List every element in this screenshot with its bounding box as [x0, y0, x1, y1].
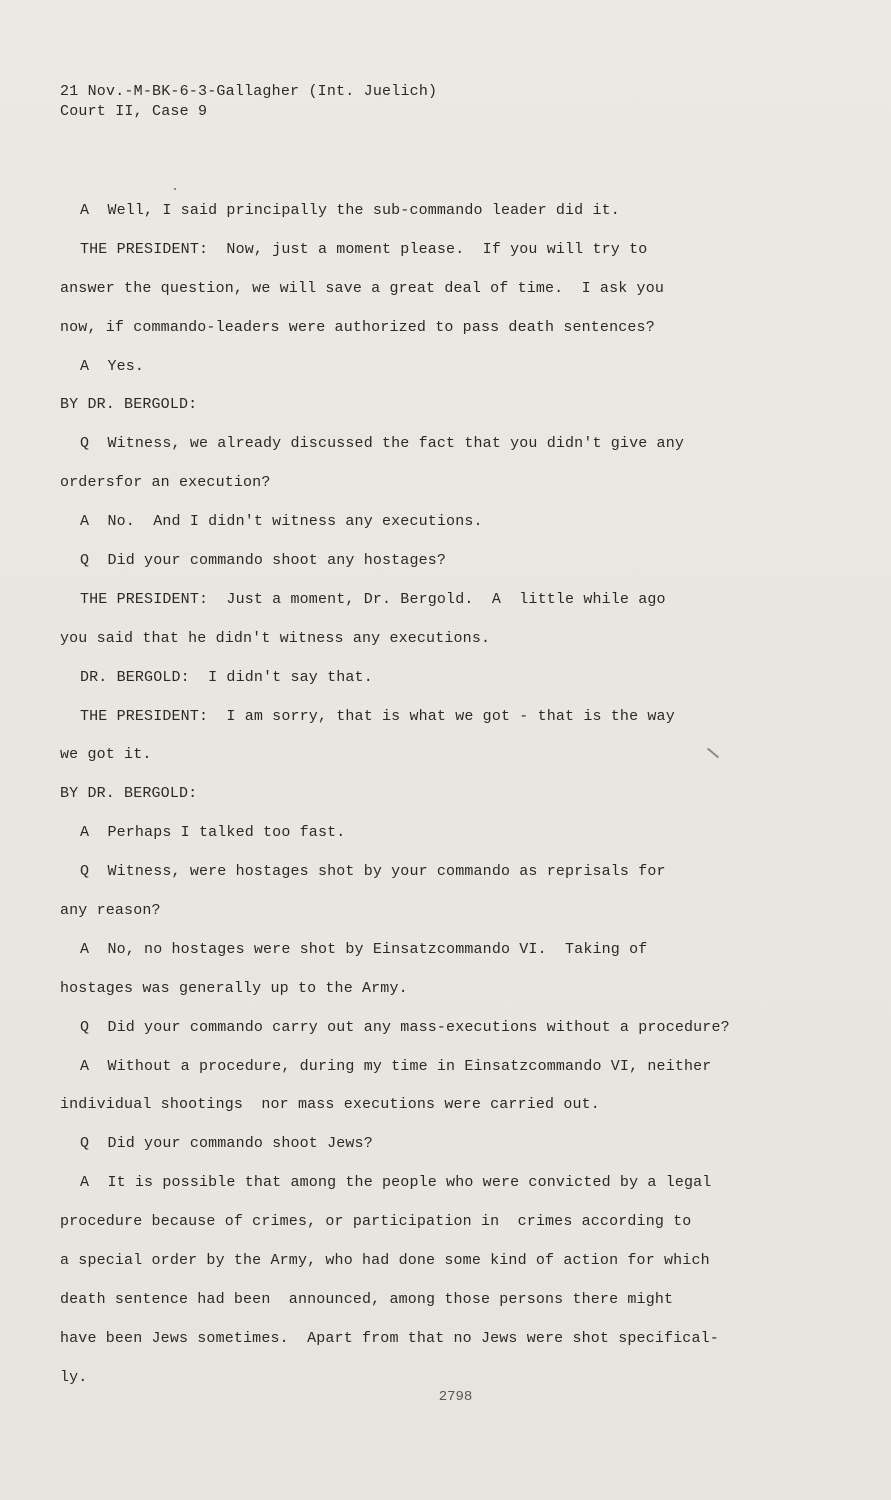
transcript-line: a special order by the Army, who had done some kind of action for which [60, 1252, 710, 1270]
transcript-line: A No, no hostages were shot by Einsatzcommando VI. Taking of [80, 940, 648, 958]
transcript-line: ordersfor an execution? [60, 474, 271, 492]
transcript-line: we got it. [60, 746, 152, 764]
transcript-line: answer the question, we will save a great deal of time. I ask you [60, 279, 664, 297]
transcript-line: hostages was generally up to the Army. [60, 979, 408, 997]
transcript-line: death sentence had been announced, among those persons there might [60, 1290, 674, 1308]
transcript-line: Q Did your commando shoot any hostages? [80, 552, 447, 570]
stray-mark [174, 188, 176, 190]
page-number: 2798 [438, 1389, 473, 1405]
transcript-line: Q Witness, were hostages shot by your commando as reprisals for [80, 863, 666, 881]
transcript-line: BY DR. BERGOLD: [60, 396, 198, 414]
transcript-line: have been Jews sometimes. Apart from that no Jews were shot specifical- [60, 1329, 719, 1347]
header-line-2: Court II, Case 9 [60, 103, 208, 120]
transcript-line: Q Did your commando shoot Jews? [80, 1135, 373, 1153]
transcript-line: A Without a procedure, during my time in Einsatzcommando VI, neither [80, 1057, 712, 1075]
transcript-line: Q Did your commando carry out any mass-executions without a procedure? [80, 1018, 730, 1036]
transcript-line: A It is possible that among the people who were convicted by a legal [80, 1174, 712, 1192]
transcript-line: DR. BERGOLD: I didn't say that. [80, 668, 373, 686]
transcript-line: A No. And I didn't witness any executions. [80, 513, 483, 531]
transcript-line: A Perhaps I talked too fast. [80, 824, 346, 842]
transcript-line: THE PRESIDENT: I am sorry, that is what we got - that is the way [80, 707, 675, 725]
transcript-body [60, 197, 860, 1403]
transcript-line: Q Witness, we already discussed the fact that you didn't give any [80, 435, 684, 453]
transcript-line: A Well, I said principally the sub-commando leader did it. [80, 202, 620, 219]
transcript-line: you said that he didn't witness any executions. [60, 629, 491, 647]
transcript-line: now, if commando-leaders were authorized to pass death sentences? [60, 318, 655, 336]
transcript-line: any reason? [60, 902, 161, 920]
transcript-line: THE PRESIDENT: Just a moment, Dr. Bergold. A little while ago [80, 590, 666, 608]
transcript-line: BY DR. BERGOLD: [60, 785, 198, 803]
transcript-line: procedure because of crimes, or participation in crimes according to [60, 1213, 692, 1231]
header-line-1: 21 Nov.-M-BK-6-3-Gallagher (Int. Juelich) [60, 83, 438, 100]
transcript-line: A Yes. [80, 357, 145, 375]
transcript-line: ly. [60, 1368, 88, 1386]
transcript-line: individual shootings nor mass executions were carried out. [60, 1096, 600, 1114]
transcript-line: THE PRESIDENT: Now, just a moment please. If you will try to [80, 240, 648, 258]
document-header [60, 82, 437, 122]
